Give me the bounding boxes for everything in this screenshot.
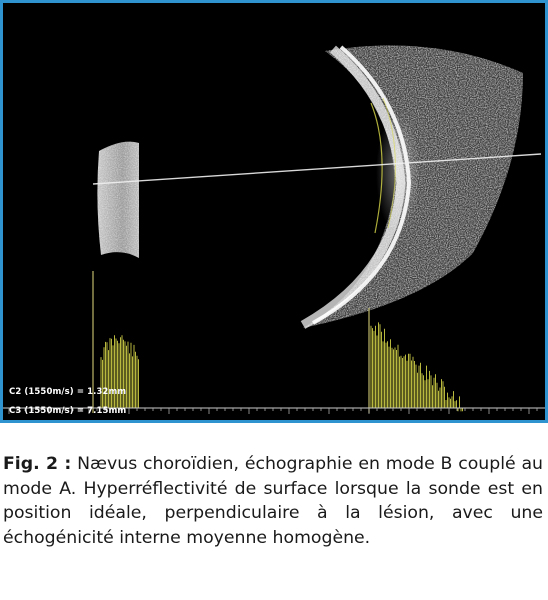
choroidal-lesion-echo [303, 45, 523, 328]
a-mode-spikes-left [101, 335, 139, 408]
caption-text: Nævus choroïdien, échographie en mode B couplé au mode A. Hyperréflectivité de surface lorsque la sonde est en position idéale, perpendiculaire à la lésion, avec une échogénicité interne moyenne homogène. [3, 454, 544, 548]
caption-label: Fig. 2 : [3, 454, 72, 474]
measurement-c3: C3 (1550m/s) = 7.15mm [9, 406, 127, 416]
ultrasound-image [3, 3, 545, 420]
probe-echo-band [97, 142, 139, 258]
figure-caption [3, 452, 543, 550]
a-mode-spikes-right [371, 322, 463, 411]
measurement-c2: C2 (1550m/s) = 1.32mm [9, 387, 127, 397]
